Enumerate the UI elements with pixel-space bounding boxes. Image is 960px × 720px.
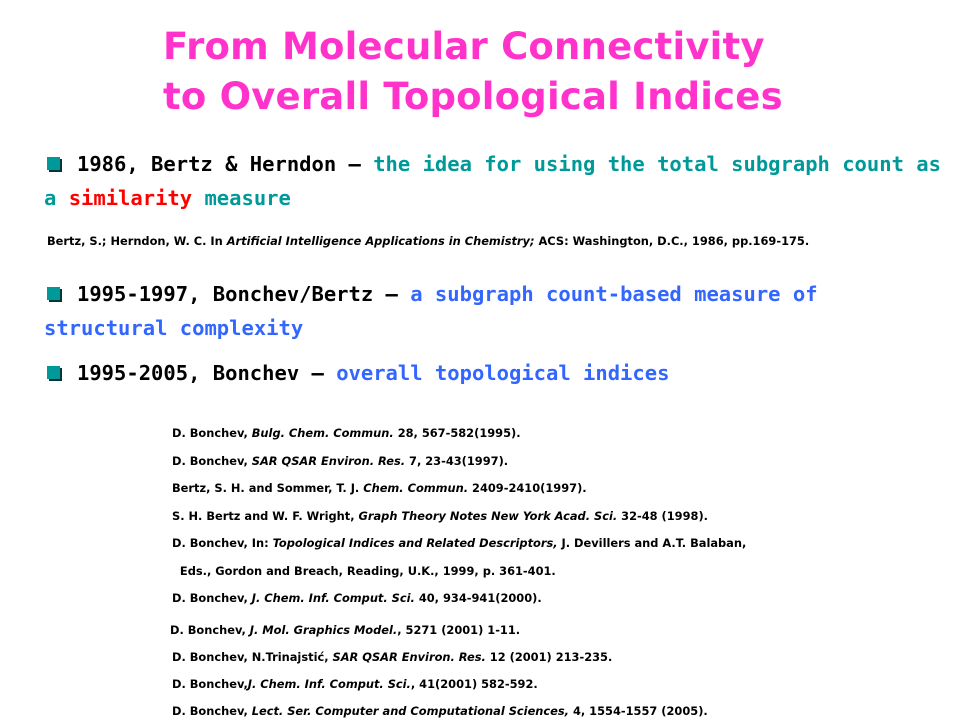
bullet-square-icon bbox=[47, 157, 60, 170]
bullet-1995-2005 bbox=[44, 356, 944, 390]
bullet-1995-1997 bbox=[44, 277, 944, 345]
bullet-lead: 1995-2005, Bonchev – bbox=[77, 361, 324, 385]
bullet-1986 bbox=[44, 147, 944, 215]
reference-item: D. Bonchev, N.Trinajstić, SAR QSAR Environ. Res. 12 (2001) 213-235. bbox=[172, 650, 613, 664]
bullet-desc-end: measure bbox=[204, 186, 291, 210]
reference-item: D. Bonchev, In: Topological Indices and Related Descriptors, J. Devillers and A.T. Balaban, bbox=[172, 536, 747, 550]
bullet-desc: overall topological indices bbox=[336, 361, 670, 385]
reference-item-continuation: Eds., Gordon and Breach, Reading, U.K., 1999, p. 361-401. bbox=[172, 564, 556, 578]
reference-item: D. Bonchev, Bulg. Chem. Commun. 28, 567-582(1995). bbox=[172, 426, 521, 440]
reference-item: D. Bonchev, SAR QSAR Environ. Res. 7, 23-43(1997). bbox=[172, 454, 509, 468]
bullet-desc: a subgraph count-based measure of structural complexity bbox=[44, 282, 818, 340]
title-line-1: From Molecular Connectivity bbox=[163, 25, 765, 68]
slide-title bbox=[163, 22, 783, 122]
reference-bertz-herndon: Bertz, S.; Herndon, W. C. In Artificial Intelligence Applications in Chemistry; ACS: Washington, D.C., 1986, pp.169-175. bbox=[47, 234, 810, 248]
title-line-2: to Overall Topological Indices bbox=[163, 75, 783, 118]
bullet-highlight: similarity bbox=[68, 186, 193, 210]
reference-item: S. H. Bertz and W. F. Wright, Graph Theory Notes New York Acad. Sci. 32-48 (1998). bbox=[172, 509, 708, 523]
bullet-lead: 1986, Bertz & Herndon – bbox=[77, 152, 361, 176]
bullet-square-icon bbox=[47, 287, 60, 300]
bullet-desc: the idea for using the total subgraph count as a bbox=[44, 152, 941, 210]
reference-item: D. Bonchev,J. Chem. Inf. Comput. Sci., 41(2001) 582-592. bbox=[172, 677, 538, 691]
reference-item: D. Bonchev, J. Chem. Inf. Comput. Sci. 40, 934-941(2000). bbox=[172, 591, 542, 605]
reference-item: D. Bonchev, J. Mol. Graphics Model., 5271 (2001) 1-11. bbox=[170, 623, 521, 637]
bullet-square-icon bbox=[47, 366, 60, 379]
reference-item: Bertz, S. H. and Sommer, T. J. Chem. Commun. 2409-2410(1997). bbox=[172, 481, 587, 495]
reference-item: D. Bonchev, Lect. Ser. Computer and Computational Sciences, 4, 1554-1557 (2005). bbox=[172, 704, 708, 718]
bullet-lead: 1995-1997, Bonchev/Bertz – bbox=[77, 282, 398, 306]
